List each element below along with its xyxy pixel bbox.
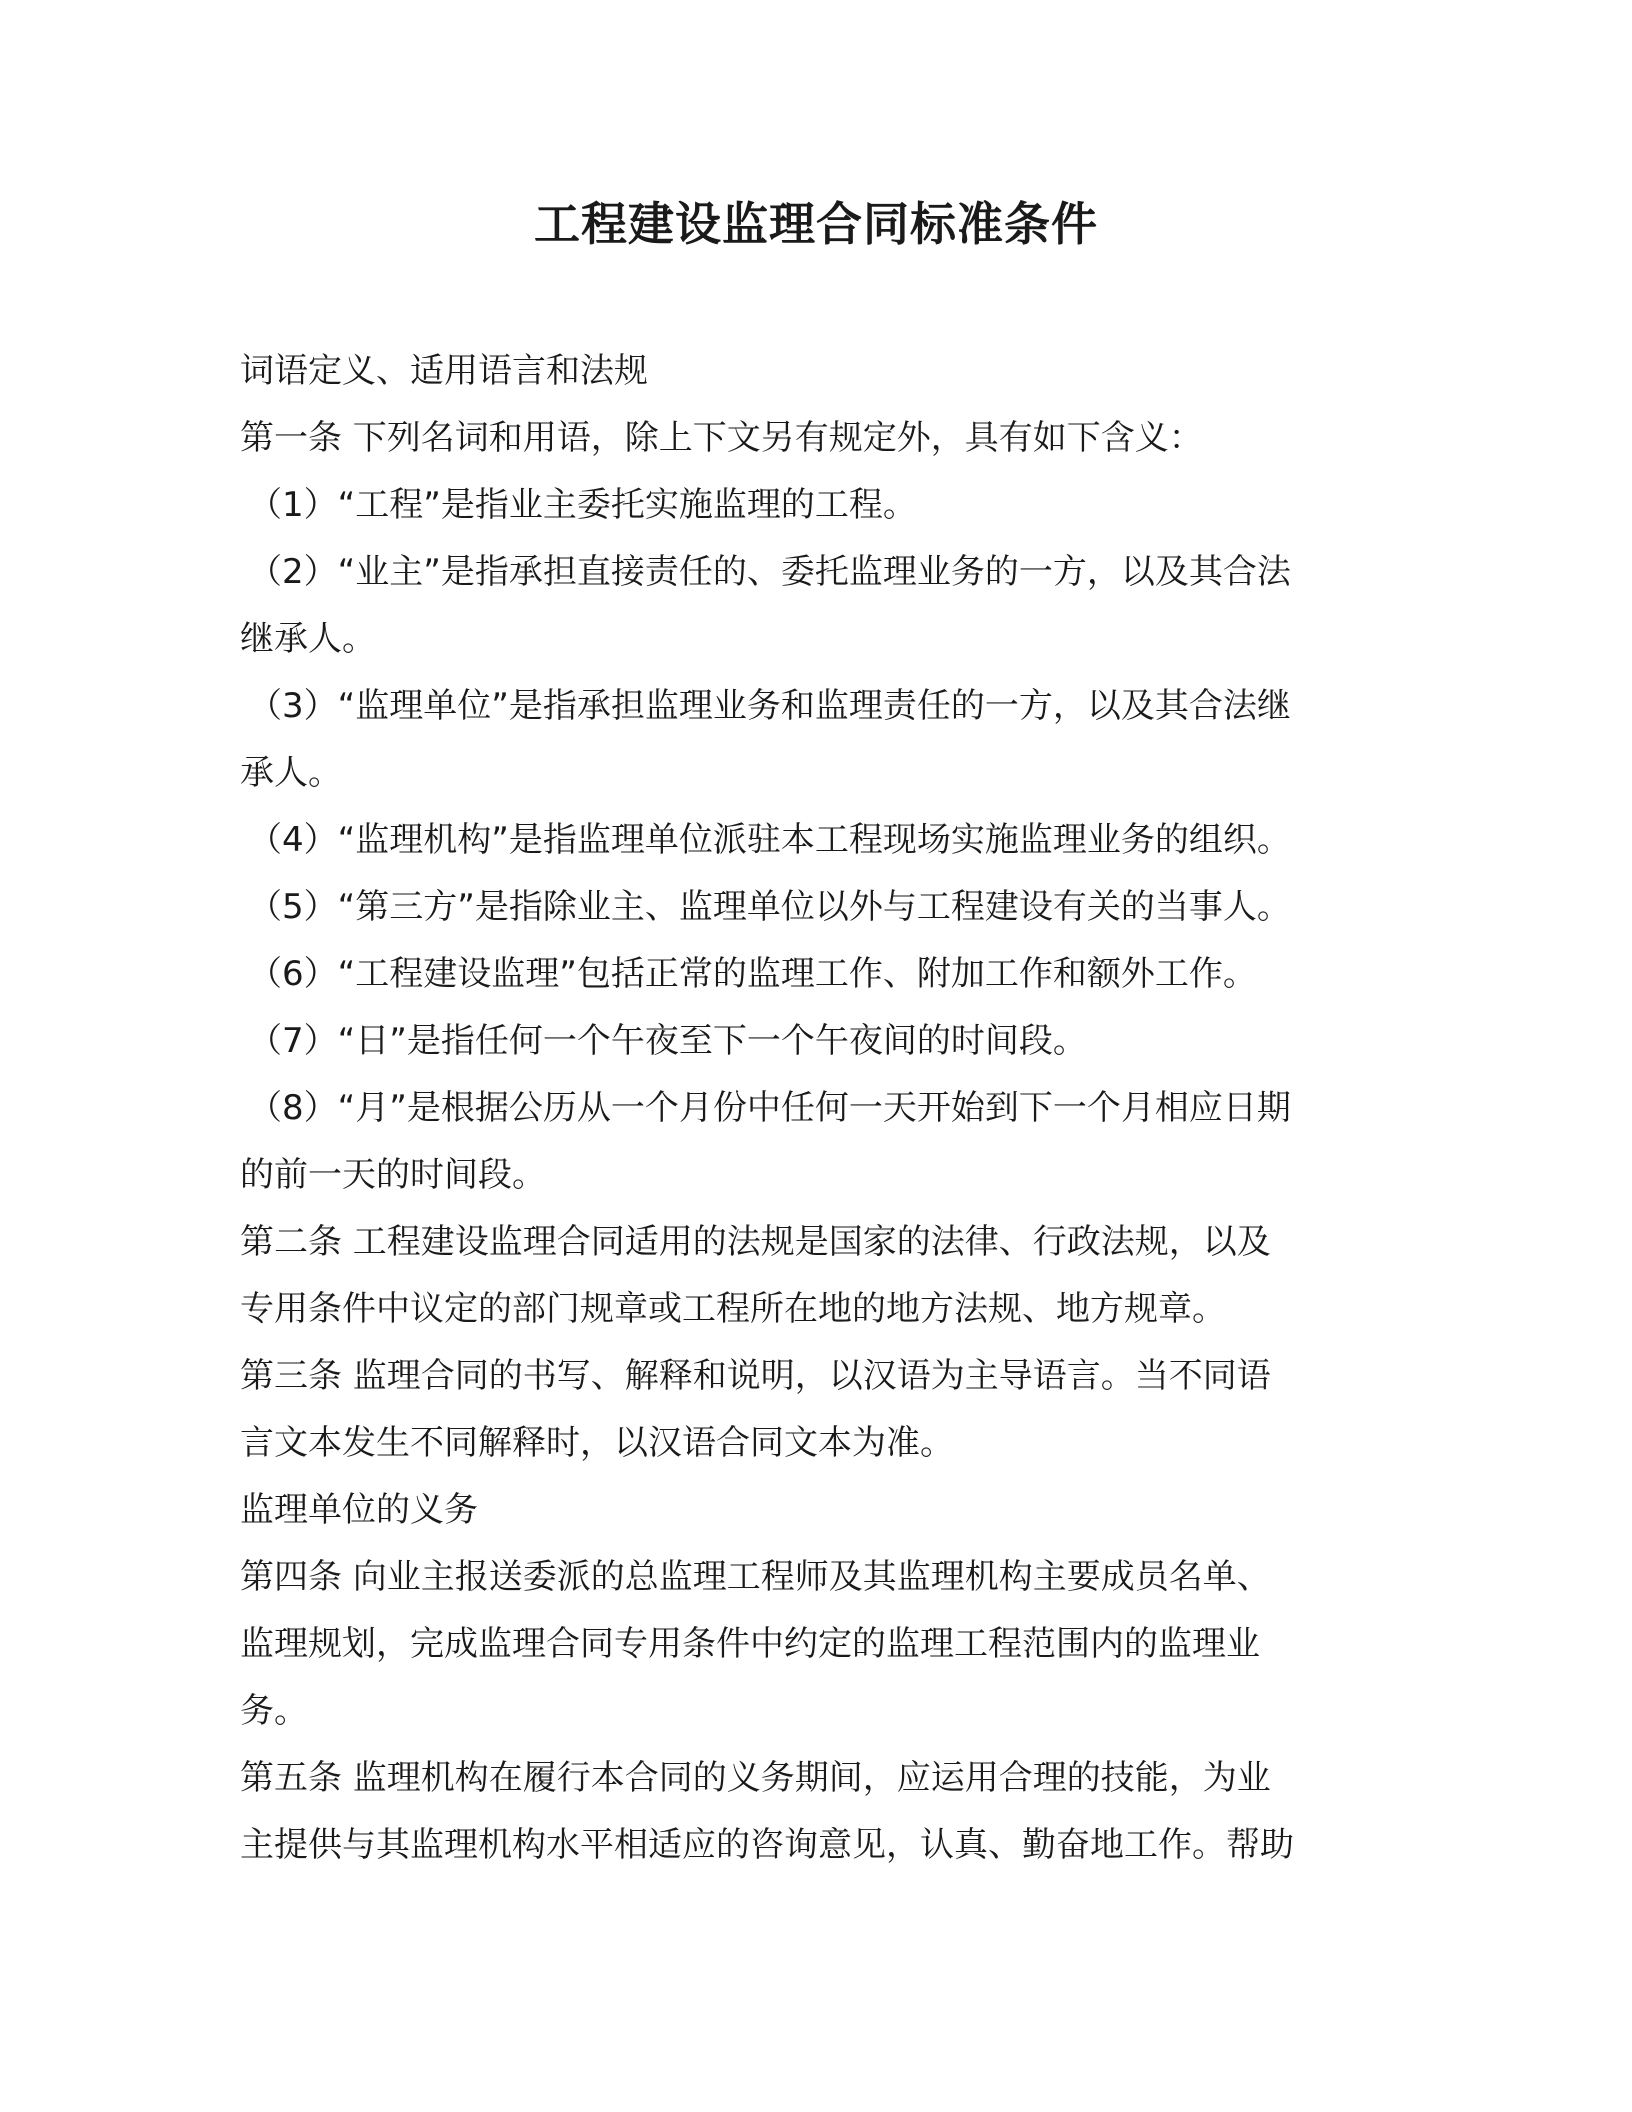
definition-item-5: （5）“第三方”是指除业主、监理单位以外与工程建设有关的当事人。 [248, 887, 1291, 927]
document-body [240, 338, 1400, 1879]
article-3-text: 第三条 监理合同的书写、解释和说明，以汉语为主导语言。当不同语 [240, 1356, 1271, 1396]
article-5-continued: 主提供与其监理机构水平相适应的咨询意见，认真、勤奋地工作。帮助 [240, 1825, 1294, 1865]
article-2-continued: 专用条件中议定的部门规章或工程所在地的地方法规、地方规章。 [240, 1289, 1226, 1329]
article-4-text: 第四条 向业主报送委派的总监理工程师及其监理机构主要成员名单、 [240, 1557, 1271, 1597]
definition-item-2-continued: 继承人。 [240, 619, 376, 659]
definition-item-3-continued: 承人。 [240, 753, 342, 793]
article-4-continued: 监理规划，完成监理合同专用条件中约定的监理工程范围内的监理业 [240, 1624, 1260, 1664]
definition-item-1: （1）“工程”是指业主委托实施监理的工程。 [248, 485, 917, 525]
document-title: 工程建设监理合同标准条件 [534, 197, 1098, 251]
definition-item-8: （8）“月”是根据公历从一个月份中任何一天开始到下一个月相应日期 [248, 1088, 1291, 1128]
definition-item-3: （3）“监理单位”是指承担监理业务和监理责任的一方，以及其合法继 [248, 686, 1291, 726]
article-1-text: 第一条 下列名词和用语，除上下文另有规定外，具有如下含义： [240, 418, 1203, 458]
definition-item-2: （2）“业主”是指承担直接责任的、委托监理业务的一方，以及其合法 [248, 552, 1291, 592]
definition-item-8-continued: 的前一天的时间段。 [240, 1155, 546, 1195]
definition-item-7: （7）“日”是指任何一个午夜至下一个午夜间的时间段。 [248, 1021, 1087, 1061]
article-2-text: 第二条 工程建设监理合同适用的法规是国家的法律、行政法规，以及 [240, 1222, 1271, 1262]
section-heading-obligations: 监理单位的义务 [240, 1490, 478, 1530]
section-heading-definitions: 词语定义、适用语言和法规 [240, 351, 648, 391]
article-3-continued: 言文本发生不同解释时，以汉语合同文本为准。 [240, 1423, 954, 1463]
article-4-continued-2: 务。 [240, 1691, 308, 1731]
definition-item-4: （4）“监理机构”是指监理单位派驻本工程现场实施监理业务的组织。 [248, 820, 1291, 860]
article-5-text: 第五条 监理机构在履行本合同的义务期间，应运用合理的技能，为业 [240, 1758, 1271, 1798]
definition-item-6: （6）“工程建设监理”包括正常的监理工作、附加工作和额外工作。 [248, 954, 1257, 994]
